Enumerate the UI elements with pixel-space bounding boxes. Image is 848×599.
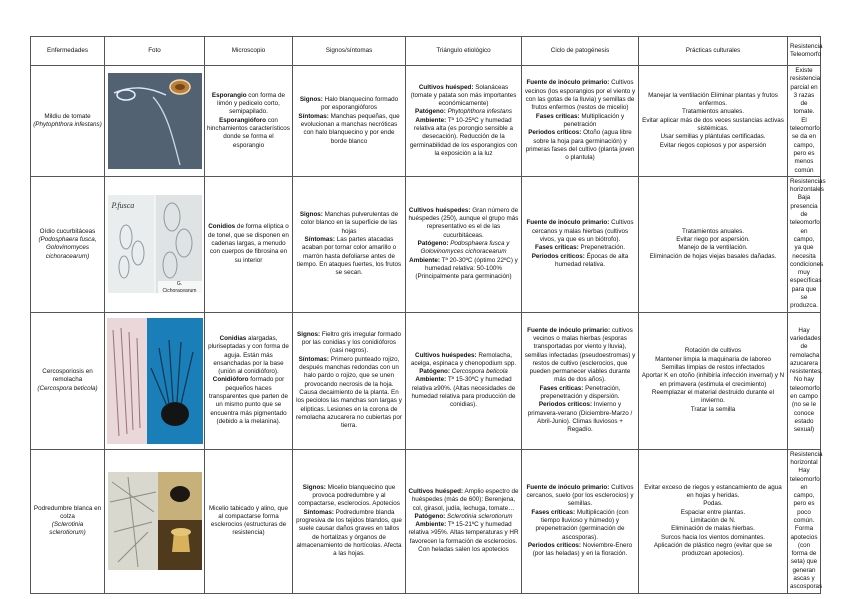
cycle-cell: Fuente de inóculo primario: Cultivos cercanos, suelo (por los esclerocios) y semillas. Fases críticas: Multiplicación (con tiempo lluvioso y húmedo) y prepenetración (germinación de ascosporas). Periodos críticos: Noviembre-Enero (por las heladas) y en la floración. [522,449,639,593]
resistance-cell: Resistencias horizontales Baja presencia de teleomorfo en campo, ya que necesita condiciones muy específicas para que se produzca. [788,176,821,312]
header-cell: Resistencia Teleomorfo [788,37,821,66]
disease-scientific-name: (Podosphaera fusca, Golovinomyces cichoracearum) [38,235,97,260]
microscope-photo [108,195,202,293]
photo-label: P.fusca [111,201,135,211]
signs-cell: Signos: Fieltro gris irregular formado por las conidias y los conidióforos (casi negros). Síntomas: Primero punteado rojizo, después manchas redondas con un halo pardo o rojizo, que se unen provocando necrosis de la hoja. Causa decaimiento de la planta. En los peciolos las manchas son largas y elípticas. Lesiones en la corona de remolacha azucarera no cubiertas por tierra. [293,312,406,449]
photo-drawing [108,73,202,169]
resistance-cell: Hay variedades de remolacha azucarera resistentes. No hay teleomorfo en campo (no se le conoce estado sexual) [788,312,821,449]
practices-cell: Manejar la ventilación Eliminar plantas y frutos enfermos. Tratamientos anuales. Evitar aplicar más de dos veces sustancias activas sistémicas. Usar semillas y plántulas certificadas. Evitar riegos copiosos y por aspersión [639,66,788,177]
table-row [31,312,821,449]
microscope-cell: Micelio tabicado y alino, que al compactarse forma esclerocios (estructuras de resistencia) [205,449,293,593]
disease-scientific-name: (Sclerotinia sclerotiorum) [49,521,86,537]
disease-cell [31,176,105,312]
resistance-cell: Existe resistencia parcial en 3 razas de tomate. El teleomorfo se da en campo, pero es menos común [788,66,821,177]
signs-cell: Signos: Micelio blanquecino que provoca podredumbre y al compactarse, esclerocios. Apotecios Síntomas: Podredumbre blanda progresiva de los tejidos blandos, que suele causar daños graves en tallos de hortalizas y órganos de almacenamiento de hortícolas. Afecta a las hojas. [293,449,406,593]
photo-cell [105,66,205,177]
header-cell: Microscopio [205,37,293,66]
cycle-cell: Fuente de inóculo primario: cultivos vecinos o malas hierbas (esporas transportadas por viento y lluvia), semillas infectadas (pseudoestromas) y restos de cultivo (esclerocios, que pueden permanecer viables durante más de dos años). Fases críticas: Penetración, prepenetración y dispersión. Periodos críticos: Invierno y primavera-verano (Diciembre-Marzo / Abril-Junio). Climas lluviosos + Regadío. [522,312,639,449]
header-cell: Foto [105,37,205,66]
disease-name: Oídio cucurbitáceas [39,227,96,235]
triangle-cell: Cultivos huéspedes: Remolacha, acelga, espinaca y chenopodium spp. Patógeno: Cercospora beticola Ambiente: Tª 15-30ºC y humedad relativa ≥90%. (Altas necesidades de humedad relativa para producción de conidias). [406,312,522,449]
header-row [31,37,821,66]
disease-cell [31,312,105,449]
practices-cell: Tratamientos anuales. Evitar riego por aspersión. Manejo de la ventilación. Eliminación de hojas viejas basales dañadas. [639,176,788,312]
header-cell: Triángulo etiológico [406,37,522,66]
photo-cell [105,176,205,312]
microscope-cell: Esporangio con forma de limón y pedicelo corto, semipapilado. Esporangióforo con hinchamientos característicos donde se forma el esporangio [205,66,293,177]
signs-cell: Signos: Halo blanquecino formado por esporangióforos Síntomas: Manchas pequeñas, que evolucionan a manchas necróticas con halo blanquecino y por ende borde blanco [293,66,406,177]
disease-cell [31,66,105,177]
disease-scientific-name: (Phytophthora infestans) [33,120,102,128]
header-cell: Prácticas culturales [639,37,788,66]
table-row [31,176,821,312]
microscope-cell: Conidias alargadas, pluriseptadas y con forma de aguja. Están más ensanchadas por la base (unión al conidióforo). Conidióforo formado por pequeños haces transparentes que parten de un mismo punto que se encuentra más pigmentado (debido a la melanina). [205,312,293,449]
triangle-cell: Cultivos huéspedes: Gran número de huéspedes (250), aunque el grupo más representativo es el de las cucurbitáceas. Patógeno: Podosphaera fusca y Golovinomyces cichoracearum Ambiente: Tª 20-30ºC (óptimo 22ºC) y humedad relativa: 50-100% (Principalmente para germinación) [406,176,522,312]
photo-drawing [108,472,202,570]
microscope-photo [108,472,202,570]
signs-cell: Signos: Manchas pulverulentas de color blanco en la superficie de las hojas Síntomas: Las partes atacadas acaban por tornar color amarillo o marrón hasta defoliarse antes de tiempo. En ataques fuertes, los frutos se secan. [293,176,406,312]
microscope-photo [108,73,202,169]
triangle-cell: Cultivos huésped: Solanáceas (tomate y patata son más importantes económicamente) Patógeno: Phytophthora infestans Ambiente: Tª 10-25ºC y humedad relativa alta (es porongio sensible a desecación). Reducción de la germinabilidad de los esporangios con la exposición a la luz [406,66,522,177]
resistance-cell: Resistencia horizontal Hay teleomorfo en campo, pero es poco común. Forma apotecios (con forma de seta) que generan ascas y ascosporas [788,449,821,593]
table-row [31,449,821,593]
cycle-cell: Fuente de inóculo primario: Cultivos cercanos y malas hierbas (cultivos vivos, ya que es un biótrofo). Fases críticas: Prepenetración. Periodos críticos: Épocas de alta humedad relativa. [522,176,639,312]
header-cell: Enfermedades [31,37,105,66]
table-row [31,66,821,177]
disease-table [30,36,826,594]
disease-name: Cercosporiosis en remolacha [42,368,93,384]
practices-cell: Evitar exceso de riegos y estancamiento de agua en hojas y heridas. Podas. Espaciar entre plantas. Limitación de N. Eliminación de malas hierbas. Surcos hacia los vientos dominantes. Aplicación de plástico negro (evitar que se produzcan apotecios). [639,449,788,593]
microscope-photo [107,318,203,444]
disease-name: Mildiu de tomate [44,112,91,120]
disease-scientific-name: (Cercospora beticola) [37,384,98,392]
disease-name: Podredumbre blanca en colza [33,504,102,520]
photo-cell [105,449,205,593]
photo-cell [105,312,205,449]
header-cell: Ciclo de patogénesis [522,37,639,66]
triangle-cell: Cultivos huésped: Amplio espectro de huéspedes (más de 600): Berenjena, col, girasol, judía, lechuga, tomate… Patógeno: Sclerotinia sclerotiorum Ambiente: Tª 15-21ºC y humedad relativa >95%. Altas temperaturas y HR favorecen la formación de esclerocios. Con heladas salen los apotecios [406,449,522,593]
practices-cell: Rotación de cultivos Mantener limpia la maquinaria de laboreo Semillas limpias de restos infectados Aportar K en otoño (inhibiría infección invernal) y N en primavera (estimula el crecimiento) Reemplazar el material destruido durante el invierno. Tratar la semilla [639,312,788,449]
microscope-cell: Conidios de forma elíptica o de tonel, que se disponen en cadenas largas, a menudo con cuerpos de fibrosina en su interior [205,176,293,312]
header-cell: Signos/síntomas [293,37,406,66]
cycle-cell: Fuente de inóculo primario: Cultivos vecinos (los esporangios por el viento y con las gotas de la lluvia) y semillas de frutos enfermos (restos de micelio) Fases críticas: Multiplicación y penetración Periodos críticos: Otoño (agua libre sobre la hoja para germinación) y primeras fases del cultivo (planta joven o plantula) [522,66,639,177]
disease-cell [31,449,105,593]
photo-caption: G. Cichoracearum [158,281,202,294]
photo-drawing [107,318,203,444]
